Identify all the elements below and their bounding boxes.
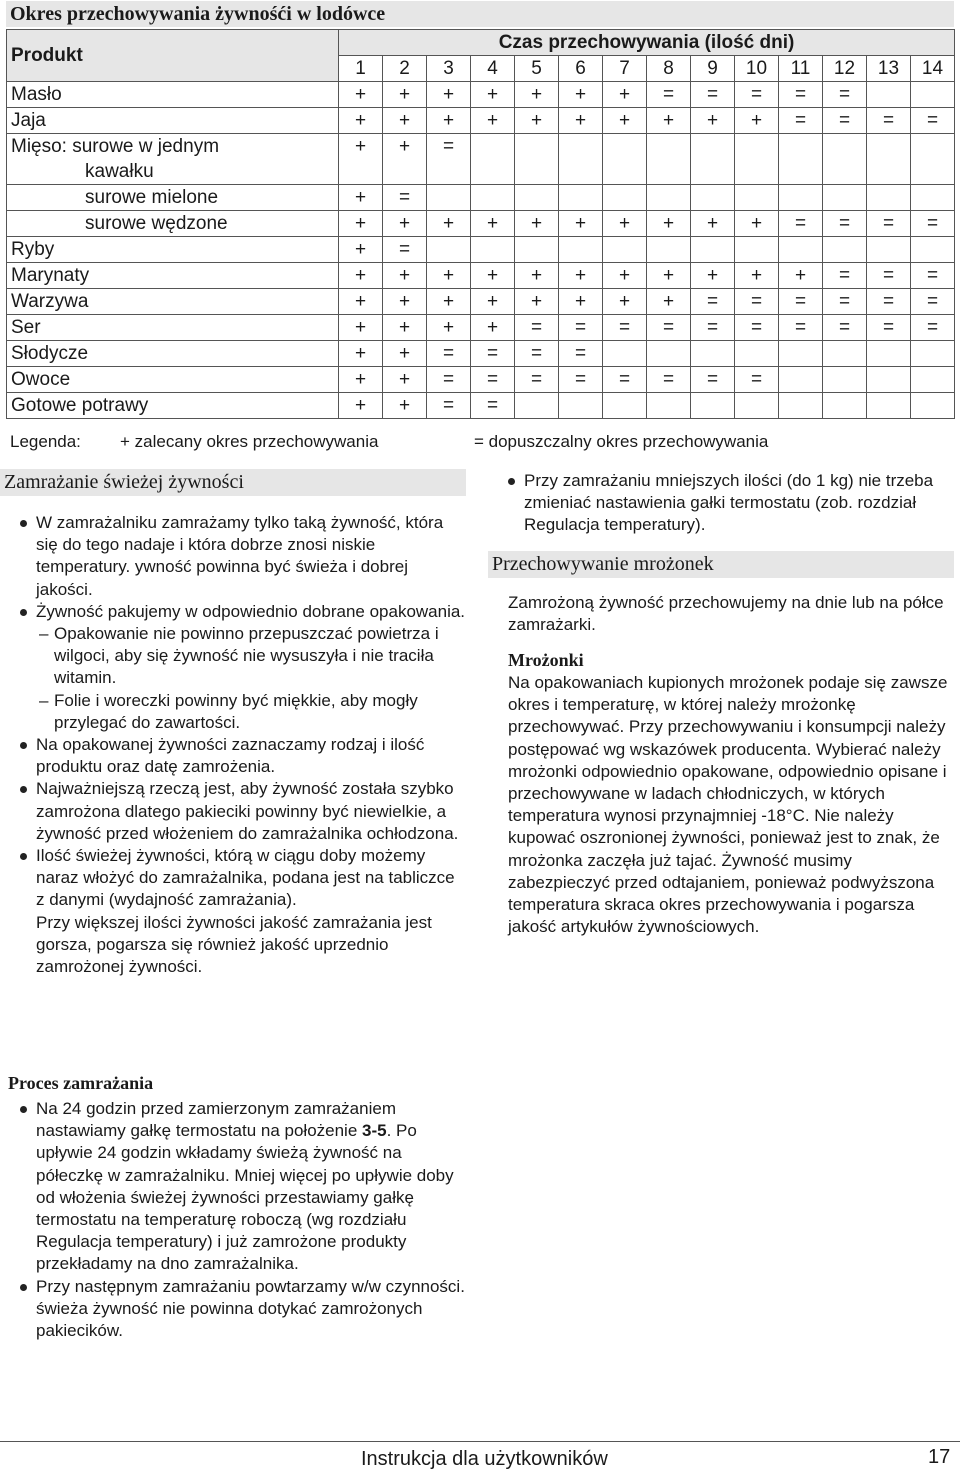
legend-equal: = dopuszczalny okres przechowywania — [474, 432, 769, 451]
table-cell: = — [647, 82, 691, 108]
day-header-cell: 2 — [383, 56, 427, 82]
table-cell: = — [647, 367, 691, 393]
table-row — [7, 237, 955, 263]
table-cell — [867, 82, 911, 108]
table-cell — [647, 159, 691, 185]
table-cell — [779, 367, 823, 393]
table-cell: + — [515, 289, 559, 315]
day-header-cell: 11 — [779, 56, 823, 82]
table-cell: + — [427, 263, 471, 289]
dash-icon: – — [39, 624, 49, 644]
table-cell — [427, 185, 471, 211]
table-cell: + — [383, 393, 427, 419]
table-cell — [779, 237, 823, 263]
table-cell: + — [383, 263, 427, 289]
table-cell — [779, 134, 823, 160]
table-cell: = — [383, 185, 427, 211]
table-cell: = — [559, 341, 603, 367]
table-cell: + — [515, 263, 559, 289]
list-item: Najważniejszą rzeczą jest, aby żywność została szybko zamrożona dlatego pakieciki powinny być niewielkie, a żywność przed włożeniem do zamrażalnika ochłodzona. — [6, 778, 466, 845]
product-name-cell: Ser — [7, 315, 339, 341]
table-cell: = — [691, 367, 735, 393]
table-cell: = — [691, 82, 735, 108]
product-name-cell: Mięso: surowe w jednym — [7, 134, 339, 160]
table-cell: = — [471, 393, 515, 419]
table-cell: = — [823, 82, 867, 108]
list-item: Przy zamrażaniu mniejszych ilości (do 1 kg) nie trzeba zmieniać nastawienia gałki termostatu (zob. rozdział Regulacja temperatury). — [494, 470, 956, 537]
table-cell: = — [911, 108, 955, 134]
table-cell: = — [735, 315, 779, 341]
table-cell — [515, 134, 559, 160]
table-cell — [823, 341, 867, 367]
table-cell — [647, 134, 691, 160]
table-cell — [911, 237, 955, 263]
table-cell — [515, 237, 559, 263]
table-cell: = — [911, 211, 955, 237]
table-cell — [471, 185, 515, 211]
day-header-cell: 7 — [603, 56, 647, 82]
table-cell — [471, 237, 515, 263]
day-header-cell: 12 — [823, 56, 867, 82]
dash-icon: – — [39, 690, 49, 710]
table-cell — [427, 237, 471, 263]
bullet-icon — [20, 520, 27, 527]
table-cell — [867, 393, 911, 419]
table-cell: = — [779, 108, 823, 134]
table-cell: + — [471, 108, 515, 134]
table-cell: + — [339, 237, 383, 263]
table-cell: + — [691, 263, 735, 289]
day-header-cell: 1 — [339, 56, 383, 82]
bullet-icon — [20, 609, 27, 616]
table-cell: + — [427, 108, 471, 134]
table-cell: = — [823, 263, 867, 289]
table-cell: + — [735, 211, 779, 237]
table-cell: = — [867, 263, 911, 289]
table-cell — [911, 159, 955, 185]
footer-divider — [0, 1441, 960, 1442]
table-row — [7, 367, 955, 393]
heading-freezing: Zamrażanie świeżej żywności — [0, 469, 466, 496]
table-cell — [735, 134, 779, 160]
table-cell: = — [867, 211, 911, 237]
right-list — [494, 470, 956, 537]
table-cell — [603, 159, 647, 185]
product-name-cell: Warzywa — [7, 289, 339, 315]
table-cell — [735, 237, 779, 263]
product-name-cell: kawałku — [7, 159, 339, 185]
table-cell: = — [559, 315, 603, 341]
table-row — [7, 263, 955, 289]
table-cell — [823, 185, 867, 211]
product-name-cell: Gotowe potrawy — [7, 393, 339, 419]
table-cell: = — [867, 289, 911, 315]
product-name-cell: Ryby — [7, 237, 339, 263]
table-cell: + — [339, 108, 383, 134]
table-cell: = — [735, 82, 779, 108]
table-cell: + — [383, 211, 427, 237]
frozen-paragraph: Na opakowaniach kupionych mrożonek podaje się zawsze okres i temperaturę, w której należy mrożonkę przechowywać. Przy przechowywaniu i konsumpcji należy postępować wg wskazówek producenta. Wybierać należy mrożonki odpowiednio opakowane, odpowiednio opisane i przechowywane w ladach chłodniczych, w których temperatura wynosi przynajmniej -18°C. Nie należy kupować oszronionej żywności, ponieważ jest to znak, że mrożonka zaczęła już tajać. Żywność musimy zabezpieczyć przed odtajaniem, ponieważ podwyższona temperatura skraca okres przechowywania i pogarsza jakość artykułów żywnościowych. — [508, 673, 948, 937]
table-cell: + — [603, 211, 647, 237]
heading-process: Proces zamrażania — [8, 1073, 154, 1093]
table-cell: + — [647, 108, 691, 134]
table-cell: + — [603, 289, 647, 315]
table-row — [7, 289, 955, 315]
table-cell — [823, 159, 867, 185]
table-cell: + — [471, 211, 515, 237]
table-cell: + — [691, 211, 735, 237]
table-cell: = — [779, 211, 823, 237]
table-cell: + — [339, 134, 383, 160]
table-cell — [647, 237, 691, 263]
table-cell: + — [383, 108, 427, 134]
header-time: Czas przechowywania (ilość dni) — [339, 30, 955, 56]
table-cell: = — [559, 367, 603, 393]
table-row — [7, 134, 955, 160]
day-header-cell: 4 — [471, 56, 515, 82]
table-cell: + — [383, 367, 427, 393]
table-row — [7, 159, 955, 185]
table-cell — [559, 185, 603, 211]
sub-list-item: – Folie i woreczki powinny być miękkie, aby mogły przylegać do zawartości. — [39, 690, 418, 732]
day-header-cell: 3 — [427, 56, 471, 82]
list-item: Żywność pakujemy w odpowiednio dobrane opakowania. — [6, 601, 466, 623]
table-cell: + — [559, 108, 603, 134]
process-list — [6, 1098, 466, 1342]
table-cell — [471, 134, 515, 160]
table-cell: = — [823, 108, 867, 134]
table-header-row — [7, 30, 955, 56]
table-cell — [647, 341, 691, 367]
table-cell — [867, 367, 911, 393]
table-row — [7, 108, 955, 134]
table-cell: = — [823, 315, 867, 341]
table-cell — [603, 134, 647, 160]
table-cell: = — [735, 289, 779, 315]
legend-label: Legenda: — [10, 432, 81, 451]
freezing-list — [6, 512, 466, 978]
table-row — [7, 185, 955, 211]
table-cell — [911, 185, 955, 211]
table-cell: = — [911, 289, 955, 315]
table-cell: = — [779, 315, 823, 341]
table-cell — [339, 159, 383, 185]
table-cell: = — [911, 263, 955, 289]
product-name-cell: surowe mielone — [7, 185, 339, 211]
table-cell: + — [559, 263, 603, 289]
table-cell — [603, 393, 647, 419]
table-cell: = — [383, 237, 427, 263]
table-cell: + — [471, 263, 515, 289]
table-cell — [383, 159, 427, 185]
table-cell: = — [823, 211, 867, 237]
product-name-cell: surowe wędzone — [7, 211, 339, 237]
table-cell — [735, 185, 779, 211]
table-cell: + — [383, 315, 427, 341]
table-cell: = — [779, 82, 823, 108]
header-product: Produkt — [7, 30, 339, 82]
sub-list-item: – Opakowanie nie powinno przepuszczać powietrza i wilgoci, aby się żywność nie wysuszyła i nie traciła witamin. — [39, 624, 439, 688]
list-item: Na opakowanej żywności zaznaczamy rodzaj i ilość produktu oraz datę zamrożenia. — [6, 734, 466, 778]
product-name-cell: Owoce — [7, 367, 339, 393]
table-cell — [823, 134, 867, 160]
table-cell — [867, 341, 911, 367]
table-cell — [867, 159, 911, 185]
table-cell: + — [559, 211, 603, 237]
table-cell: + — [339, 185, 383, 211]
table-cell — [691, 237, 735, 263]
table-cell: = — [427, 393, 471, 419]
table-cell: + — [471, 315, 515, 341]
table-cell — [515, 185, 559, 211]
table-cell: = — [603, 367, 647, 393]
product-name-cell: Masło — [7, 82, 339, 108]
page-number: 17 — [928, 1446, 951, 1468]
list-item: Przy następnym zamrażaniu powtarzamy w/w czynności. świeża żywność nie powinna dotykać zamrożonych pakiecików. — [6, 1276, 466, 1343]
table-cell — [559, 393, 603, 419]
bullet-icon — [508, 478, 515, 485]
table-cell: + — [735, 108, 779, 134]
table-cell: = — [735, 367, 779, 393]
table-cell: + — [339, 211, 383, 237]
table-cell — [911, 82, 955, 108]
table-cell: = — [427, 134, 471, 160]
table-cell — [779, 185, 823, 211]
day-header-cell: 14 — [911, 56, 955, 82]
table-cell — [647, 185, 691, 211]
list-item: Na 24 godzin przed zamierzonym zamrażaniem nastawiamy gałkę termostatu na położenie 3-5. Po upływie 24 godzin wkładamy świeżą żywność na półeczkę w zamrażalniku. Mniej więcej po upływie doby od włożenia świeżej żywności przestawiamy gałkę termostatu na temperaturę roboczą (wg rozdziału Regulacja temperatury) i już zamrożone produkty przekładamy na dno zamrażalnika. — [6, 1098, 466, 1276]
table-cell — [515, 159, 559, 185]
table-cell — [911, 134, 955, 160]
page-title: Okres przechowywania żywnośći w lodówce — [6, 1, 954, 27]
bullet-icon — [20, 1106, 27, 1113]
table-cell: + — [779, 263, 823, 289]
day-header-cell: 5 — [515, 56, 559, 82]
table-cell: = — [603, 315, 647, 341]
table-cell: = — [911, 315, 955, 341]
day-header-cell: 10 — [735, 56, 779, 82]
table-cell: + — [339, 341, 383, 367]
table-cell — [867, 134, 911, 160]
table-cell: = — [515, 315, 559, 341]
table-cell: = — [471, 367, 515, 393]
table-cell: = — [427, 367, 471, 393]
table-cell — [427, 159, 471, 185]
table-cell — [559, 237, 603, 263]
table-cell: = — [691, 289, 735, 315]
table-cell — [559, 134, 603, 160]
table-cell: = — [647, 315, 691, 341]
table-cell: = — [867, 108, 911, 134]
table-cell: = — [515, 341, 559, 367]
table-cell — [779, 159, 823, 185]
table-cell — [823, 393, 867, 419]
table-cell: + — [603, 108, 647, 134]
table-cell: + — [427, 289, 471, 315]
table-row — [7, 341, 955, 367]
table-cell: + — [735, 263, 779, 289]
table-row — [7, 393, 955, 419]
table-cell: + — [339, 367, 383, 393]
table-cell: + — [647, 263, 691, 289]
table-cell — [603, 185, 647, 211]
table-cell: + — [339, 393, 383, 419]
table-cell — [823, 237, 867, 263]
storage-table — [6, 29, 955, 419]
table-cell: = — [427, 341, 471, 367]
product-name-cell: Marynaty — [7, 263, 339, 289]
table-cell: + — [427, 82, 471, 108]
bullet-icon — [20, 853, 27, 860]
table-cell: = — [515, 367, 559, 393]
table-cell — [911, 393, 955, 419]
bullet-icon — [20, 1284, 27, 1291]
table-cell: + — [339, 82, 383, 108]
table-cell: = — [471, 341, 515, 367]
table-cell — [735, 159, 779, 185]
table-row — [7, 82, 955, 108]
table-cell — [647, 393, 691, 419]
table-cell — [823, 367, 867, 393]
table-cell — [735, 393, 779, 419]
table-cell — [691, 159, 735, 185]
table-cell: + — [603, 263, 647, 289]
table-cell — [911, 341, 955, 367]
table-cell — [559, 159, 603, 185]
table-cell: + — [515, 108, 559, 134]
legend-plus: + zalecany okres przechowywania — [120, 432, 379, 451]
list-item: W zamrażalniku zamrażamy tylko taką żywność, która się do tego nadaje i która dobrze znosi niskie temperatury. ywność powinna być świeża i dobrej jakości. — [6, 512, 466, 601]
footer-text: Instrukcja dla użytkowników — [361, 1448, 608, 1470]
table-cell: + — [515, 82, 559, 108]
table-cell — [515, 393, 559, 419]
table-cell: + — [691, 108, 735, 134]
table-cell — [691, 134, 735, 160]
day-header-cell: 6 — [559, 56, 603, 82]
product-name-cell: Słodycze — [7, 341, 339, 367]
table-row — [7, 315, 955, 341]
table-cell: + — [339, 315, 383, 341]
table-cell: + — [383, 341, 427, 367]
table-cell — [603, 237, 647, 263]
table-cell — [691, 185, 735, 211]
table-cell — [867, 185, 911, 211]
list-item: Ilość świeżej żywności, którą w ciągu doby możemy naraz włożyć do zamrażalnika, podana jest na tabliczce z danymi (wydajność zamrażania). — [6, 845, 466, 912]
table-cell — [471, 159, 515, 185]
bullet-icon — [20, 786, 27, 793]
table-cell — [911, 367, 955, 393]
table-cell: = — [823, 289, 867, 315]
table-cell: + — [383, 134, 427, 160]
table-cell — [735, 341, 779, 367]
bullet-icon — [20, 742, 27, 749]
table-cell: + — [603, 82, 647, 108]
table-cell: + — [339, 263, 383, 289]
storage-paragraph: Zamrożoną żywność przechowujemy na dnie lub na półce zamrażarki. — [508, 593, 944, 635]
table-cell: + — [647, 289, 691, 315]
table-cell: + — [427, 315, 471, 341]
table-cell: = — [867, 315, 911, 341]
table-cell — [691, 341, 735, 367]
table-cell — [867, 237, 911, 263]
table-cell — [779, 393, 823, 419]
table-cell — [603, 341, 647, 367]
table-cell: = — [691, 315, 735, 341]
table-cell: + — [471, 82, 515, 108]
day-header-cell: 8 — [647, 56, 691, 82]
heading-frozen: Mrożonki — [508, 650, 584, 670]
table-cell: + — [339, 289, 383, 315]
table-cell: + — [647, 211, 691, 237]
day-header-cell: 13 — [867, 56, 911, 82]
heading-storage: Przechowywanie mrożonek — [488, 551, 954, 578]
table-cell: + — [559, 82, 603, 108]
table-cell: + — [471, 289, 515, 315]
table-cell: = — [779, 289, 823, 315]
product-name-cell: Jaja — [7, 108, 339, 134]
table-cell: + — [427, 211, 471, 237]
table-cell: + — [383, 82, 427, 108]
table-cell: + — [383, 289, 427, 315]
table-cell — [691, 393, 735, 419]
table-cell: + — [515, 211, 559, 237]
table-cell: + — [559, 289, 603, 315]
table-cell — [779, 341, 823, 367]
day-header-cell: 9 — [691, 56, 735, 82]
list-item-continuation: Przy większej ilości żywności jakość zamrażania jest gorsza, pogarsza się również jakość uprzednio zamrożonej żywności. — [36, 912, 432, 977]
table-row — [7, 211, 955, 237]
